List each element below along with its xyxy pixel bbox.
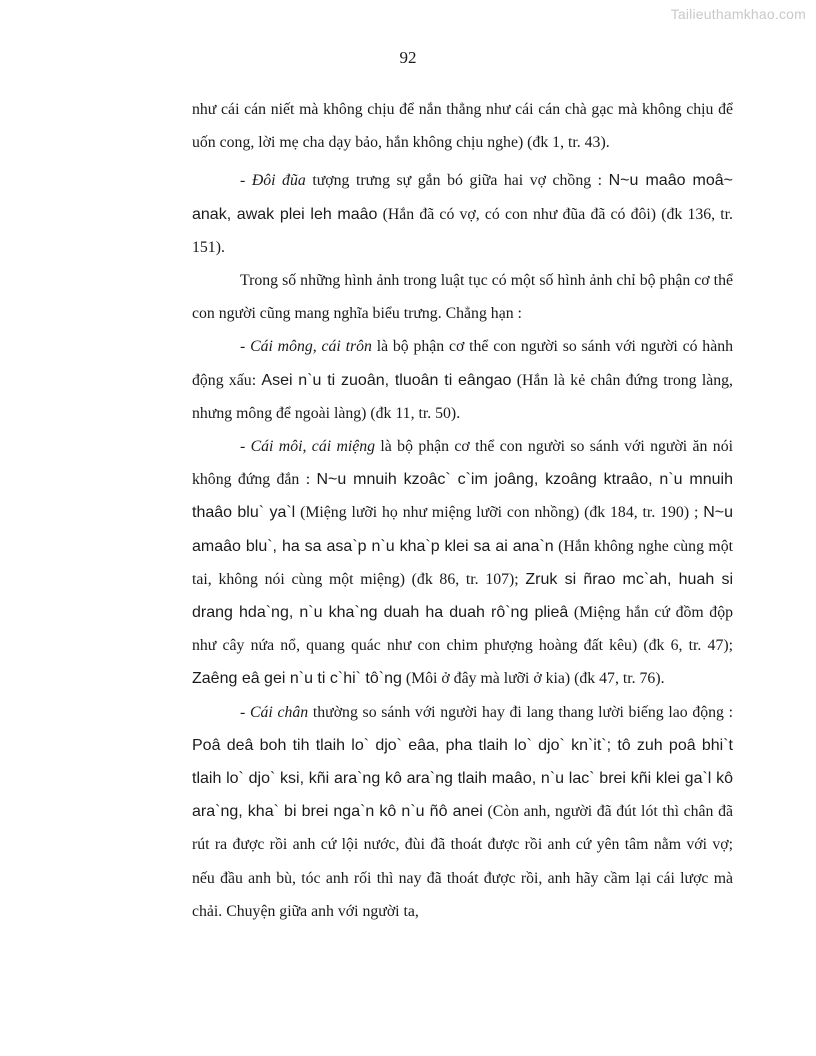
text-run: (Môi ở đây mà lưỡi ở kia) (đk 47, tr. 76). (401, 670, 665, 688)
paragraph (192, 330, 733, 430)
ede-quote: Zruk si ñrao mc`ah, huah si drang hda`ng, n`u kha`ng duah ha duah rô`ng plieâ (192, 570, 734, 622)
ede-quote: N~u amaâo blu`, ha sa asa`p n`u kha`p klei sa ai ana`n (192, 504, 734, 555)
watermark: Tailieuthamkhao.com (670, 6, 806, 22)
term-italic: Cái mông, cái trôn (250, 338, 372, 356)
document-body (192, 93, 733, 928)
text-run: - (240, 172, 252, 190)
text-run: - (240, 703, 250, 721)
paragraph (192, 164, 733, 264)
term-italic: Đôi đũa (251, 172, 306, 190)
text-run: - (240, 338, 251, 356)
text-run: (Hắn đã có vợ, có con như đũa đã có đôi) (đk 136, tr. 151). (192, 205, 733, 256)
page-number: 92 (399, 48, 417, 67)
ede-quote: Zaêng eâ gei n`u ti c`hi` tô`ng (192, 670, 402, 688)
ede-quote: N~u maâo moâ~ anak, awak plei leh maâo (192, 172, 734, 223)
text-run: - (240, 438, 251, 456)
text-run: (Miệng hắn cứ đồm độp như cây nứa nổ, quang quác như con chim phượng hoàng đất kêu) (đk 6, tr. 47); (192, 604, 733, 655)
paragraph (192, 93, 733, 159)
text-run: (Hắn là kẻ chân đứng trong làng, nhưng mông để ngoài làng) (đk 11, tr. 50). (192, 371, 733, 422)
text-run: (Miệng lưỡi họ như miệng lưỡi con nhồng) (đk 184, tr. 190) ; (295, 504, 704, 522)
paragraph (192, 264, 733, 330)
text-run: (Còn anh, người đã đút lót thì chân đã rút ra được rồi anh cứ lội nước, đùi đã thoát được rồi anh cứ yên tâm nằm với vợ; nếu đầu anh bù, tóc anh rối thì nay đã thoát được rồi, anh hãy cầm lại cái lược mà chải. Chuyện giữa anh với người ta, (192, 803, 733, 920)
ede-quote: N~u mnuih kzoâc` c`im joâng, kzoâng ktraâo, n`u mnuih thaâo blu` ya`l (192, 471, 733, 522)
text-run: thường so sánh với người hay đi lang thang lười biếng lao động : (308, 703, 733, 721)
text-run: như cái cán niết mà không chịu để nắn thẳng như cái cán chà gạc mà không chịu để uốn cong, lời mẹ cha dạy bảo, hắn không chịu nghe) (đk 1, tr. 43). (192, 101, 733, 152)
ede-quote: Poâ deâ boh tih tlaih lo` djo` eâa, pha tlaih lo` djo` kn`it`; tô zuh poâ bhi`t tlaih lo` djo` ksi, kñi ara`ng kô ara`ng tlaih maâo, n`u lac` brei kñi klei ga`l kô ara`ng, kha` bi brei nga`n kô n`u ñô anei (192, 736, 733, 821)
term-italic: Cái môi, cái miệng (250, 438, 376, 456)
paragraph (192, 430, 733, 696)
text-run: Trong số những hình ảnh trong luật tục có một số hình ảnh chỉ bộ phận cơ thể con người cũng mang nghĩa biểu trưng. Chẳng hạn : (192, 272, 733, 323)
ede-quote: Asei n`u ti zuoân, tluoân ti eângao (261, 371, 512, 389)
paragraph (192, 696, 733, 928)
text-run: là bộ phận cơ thể con người so sánh với người có hành động xấu: (192, 338, 733, 389)
text-run: tượng trưng sự gắn bó giữa hai vợ chồng : (305, 172, 609, 190)
term-italic: Cái chân (249, 703, 309, 721)
text-run: là bộ phận cơ thể con người so sánh với người ăn nói không đứng đắn : (192, 438, 733, 489)
text-run: (Hắn không nghe cùng một tai, không nói cùng một miệng) (đk 86, tr. 107); (192, 537, 733, 588)
